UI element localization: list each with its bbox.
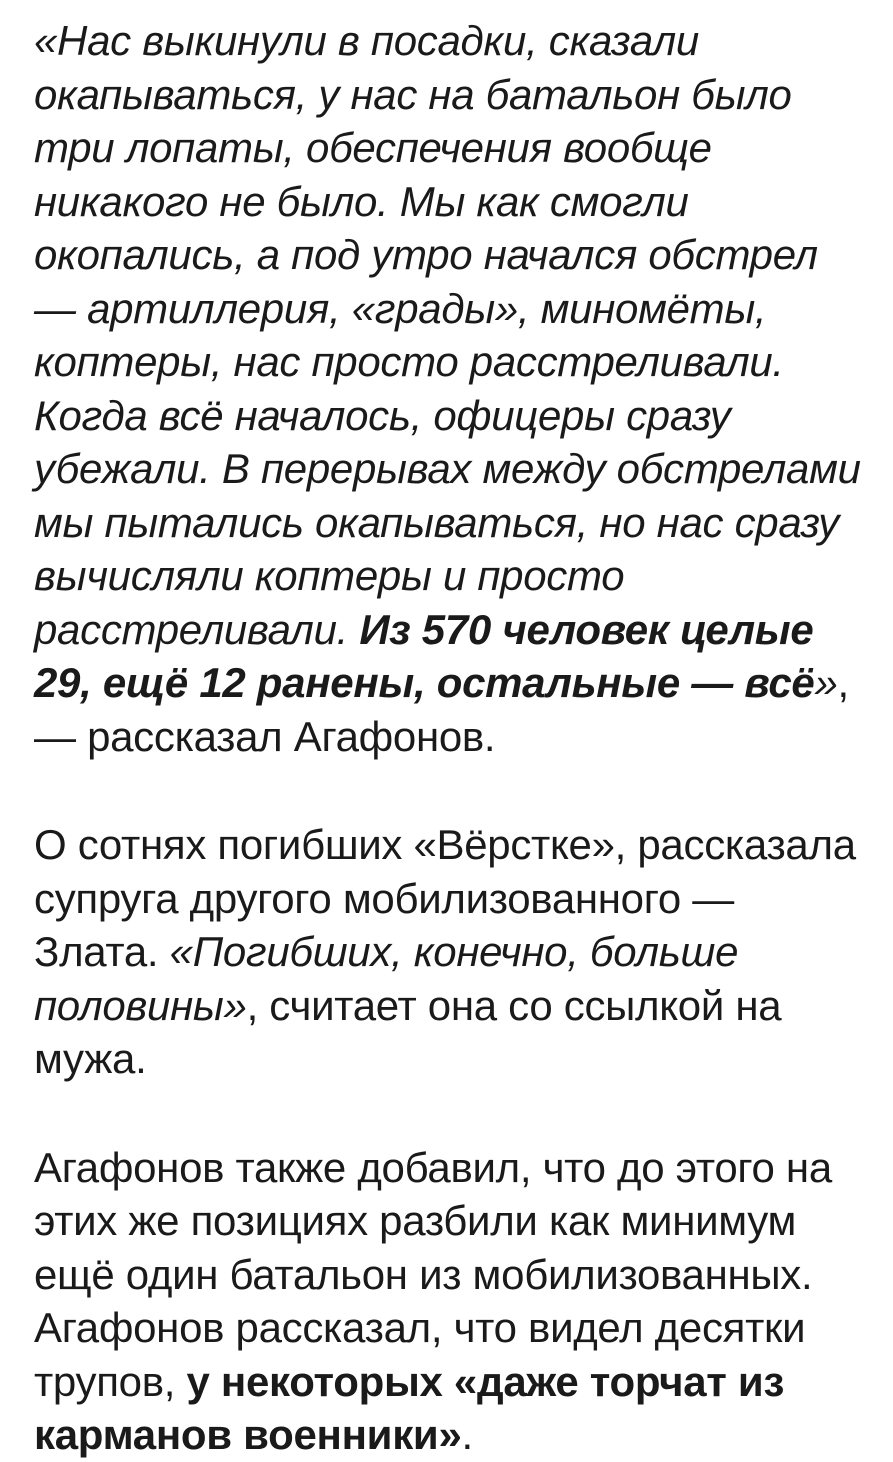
highlight-text: у некоторых «даже торчат из карманов военники» — [34, 1357, 785, 1458]
paragraph-zlata — [34, 818, 864, 1086]
quote-text: «Нас выкинули в посадки, сказали окапываться, у нас на батальон было три лопаты, обеспечения вообще никакого не было. Мы как смогли окопались, а под утро начался обстрел — артиллерия, «грады», миномёты, коптеры, нас просто расстреливали. Когда всё началось, офицеры сразу убежали. В перерывах между обстрелами мы пытались окапываться, но нас сразу вычисляли коптеры и просто расстреливали. — [34, 17, 861, 653]
attribution-text: , — рассказал Агафонов. — [34, 659, 849, 760]
paragraph-text: О сотнях погибших «Вёрстке», рассказала супруга другого мобилизованного — Злата. — [34, 821, 856, 975]
article-body — [34, 14, 864, 1462]
paragraph-text: , считает она со ссылкой на мужа. — [34, 981, 782, 1082]
quote-text: «Погибших, конечно, больше половины» — [34, 928, 739, 1029]
paragraph-quote-agafonov — [34, 14, 864, 763]
quote-close-mark: » — [814, 659, 838, 706]
paragraph-other-battalion — [34, 1141, 864, 1462]
casualty-figures-highlight: Из 570 человек целые 29, ещё 12 ранены, остальные — всё — [34, 605, 815, 706]
paragraph-text: Агафонов также добавил, что до этого на этих же позициях разбили как минимум ещё один батальон из мобилизованных. Агафонов рассказал, что видел десятки трупов, — [34, 1143, 832, 1405]
paragraph-end: . — [461, 1411, 473, 1458]
